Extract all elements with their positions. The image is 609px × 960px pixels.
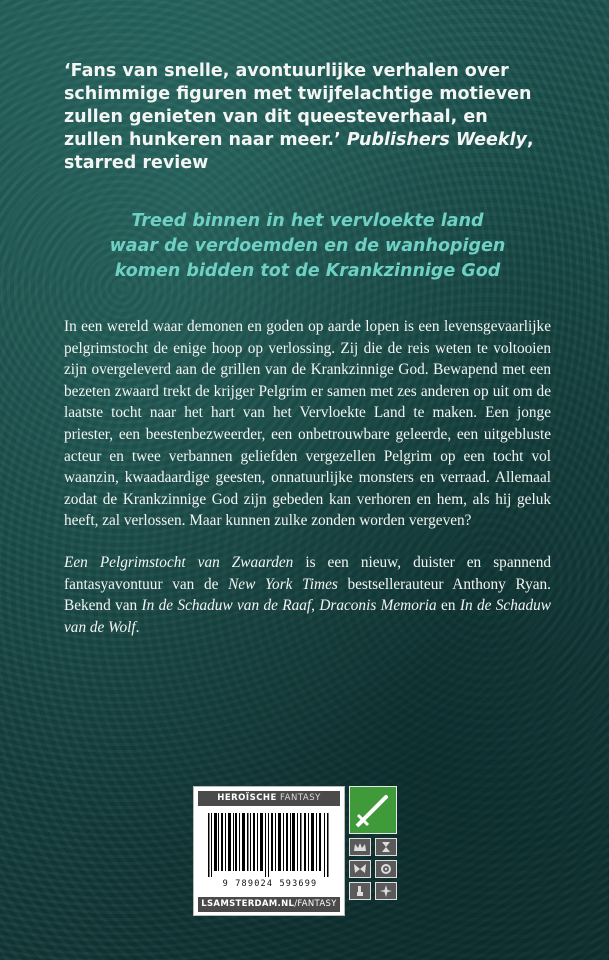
genre-light: FANTASY xyxy=(276,793,321,803)
tagline xyxy=(64,209,551,284)
url-rest: /FANTASY xyxy=(294,899,337,909)
butterfly-icon xyxy=(349,860,371,878)
quote-source: Publishers Weekly xyxy=(346,130,527,150)
synopsis: In een wereld waar demonen en goden op aarde lopen is een levensgevaarlijke pelgrimstocht de enige hoop op verlossing. Zij die de reis weten te voltooien zijn overgeleverd aan de grillen van de Krankzinnige God. Bewapend met een bezeten zwaard trekt de krijger Pelgrim er samen met zes anderen op uit om de laatste tocht naar het hart van het Vervloekte Land te maken. Een jonge priester, een beestenbezweerder, een onbetrouwbare geleerde, een uitgebluste acteur en twee verbannen geliefden vergezellen Pelgrim op een tocht vol waanzin, kwaadaardige geesten, onnatuurlijke monsters en verraad. Allemaal zodat de Krankzinnige God zijn gebeden kan verhoren en hem, als hij geluk heeft, zal verlossen. Maar kunnen zulke zonden worden vergeven? xyxy=(64,318,551,530)
publisher-url xyxy=(198,897,340,912)
tagline-line-1: Treed binnen in het vervloekte land xyxy=(131,211,484,231)
about-sep: , xyxy=(311,597,320,615)
about-and: en xyxy=(436,597,460,615)
tagline-line-3: komen bidden tot de Krankzinnige God xyxy=(114,261,501,281)
genre-bold: HEROÏSCHE xyxy=(217,793,277,803)
tagline-line-2: waar de verdoemden en de wanhopigen xyxy=(109,236,506,256)
other-book-3: In de Schaduw van de Wolf xyxy=(64,597,551,636)
quote-text: ‘Fans van snelle, avontuurlijke verhalen over schimmige figuren met twijfelachtige motieven zullen genieten van dit queesteverhaal, en zullen hunkeren naar meer.’ xyxy=(64,61,532,150)
gear-icon xyxy=(375,860,397,878)
hand-icon xyxy=(349,882,371,900)
crown-icon xyxy=(349,838,371,856)
about-end: . xyxy=(135,618,140,636)
barcode xyxy=(206,813,332,877)
genre-icons xyxy=(349,786,397,916)
hourglass-icon xyxy=(375,838,397,856)
book-title: Een Pelgrimstocht van Zwaarden xyxy=(64,553,294,571)
about-author xyxy=(64,552,551,638)
about-text-2: bestsellerauteur Anthony Ryan. Bekend van xyxy=(64,575,551,615)
quote-source-note: , starred review xyxy=(64,130,534,173)
publisher-badge xyxy=(193,786,401,916)
star-icon xyxy=(375,882,397,900)
isbn-digits: 9 789024 593699 xyxy=(222,879,318,889)
sword-icon xyxy=(349,786,397,834)
back-cover-text xyxy=(64,60,551,638)
other-book-1: In de Schaduw van de Raaf xyxy=(141,597,312,615)
other-book-2: Draconis Memoria xyxy=(319,597,437,615)
review-quote xyxy=(64,60,551,175)
barcode-panel xyxy=(193,786,345,916)
url-bold: LSAMSTERDAM.NL xyxy=(201,899,295,909)
about-text-1: is een nieuw, duister en spannend fantasyavontuur van de xyxy=(64,553,551,593)
genre-label xyxy=(198,791,340,806)
nyt-label: New York Times xyxy=(228,575,338,593)
